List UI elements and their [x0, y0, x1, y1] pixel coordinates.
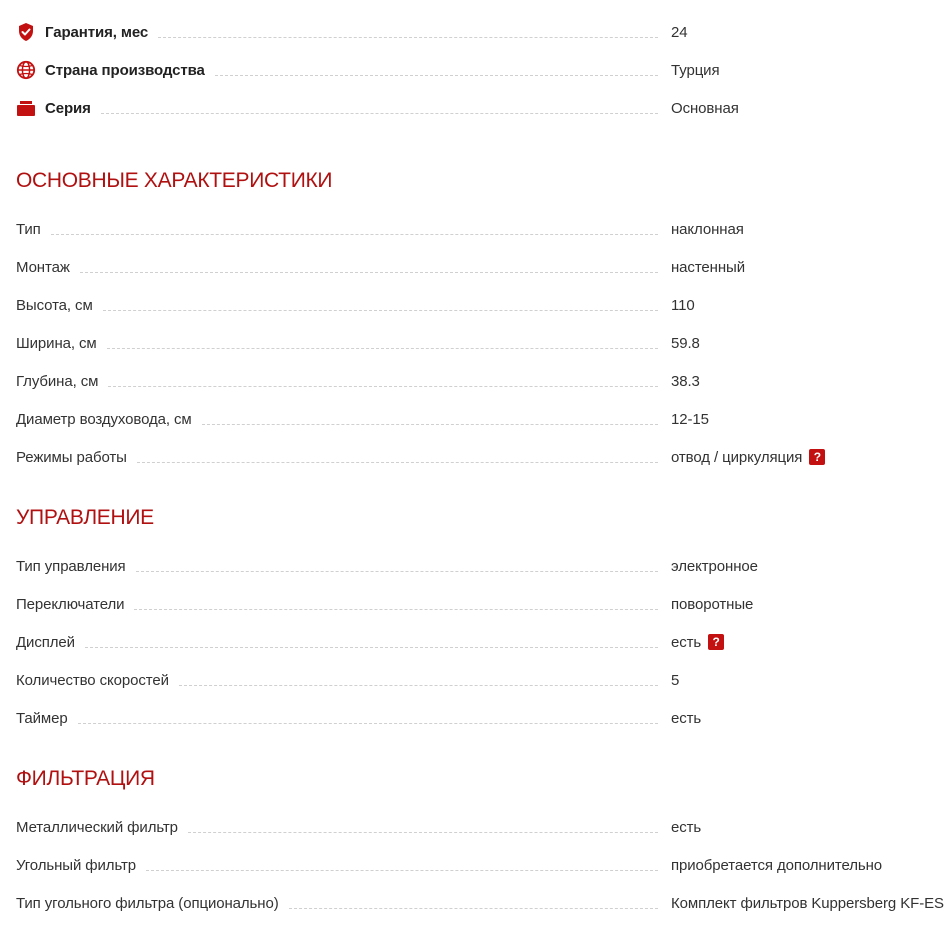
spec-row — [16, 438, 949, 476]
section-title: УПРАВЛЕНИЕ — [16, 506, 154, 529]
spec-label: Монтаж — [16, 259, 80, 276]
spec-label: Высота, см — [16, 297, 103, 314]
spec-label: Страна производства — [45, 62, 215, 79]
spec-label: Диаметр воздуховода, см — [16, 411, 202, 428]
dotted-leader — [215, 75, 658, 76]
spec-row — [16, 400, 949, 438]
spec-label: Серия — [45, 100, 101, 117]
section-filtration — [16, 764, 949, 922]
spec-row-series — [16, 89, 949, 127]
dotted-leader — [137, 462, 658, 463]
spec-value: поворотные — [671, 595, 754, 613]
dotted-leader — [289, 908, 658, 909]
dotted-leader — [202, 424, 658, 425]
spec-row — [16, 623, 949, 661]
spec-value: есть — [671, 818, 702, 836]
dotted-leader — [108, 386, 658, 387]
help-hint-button[interactable]: ? — [809, 449, 825, 465]
spec-value: Турция — [671, 61, 720, 79]
spec-label: Тип управления — [16, 558, 136, 575]
series-box-icon — [16, 98, 36, 118]
spec-label: Режимы работы — [16, 449, 137, 466]
spec-label: Количество скоростей — [16, 672, 179, 689]
dotted-leader — [85, 647, 658, 648]
dotted-leader — [78, 723, 658, 724]
globe-icon — [16, 60, 36, 80]
spec-row — [16, 210, 949, 248]
section-main-specs — [16, 166, 949, 476]
spec-value: 38.3 — [671, 372, 700, 390]
help-hint-button[interactable]: ? — [708, 634, 724, 650]
dotted-leader — [179, 685, 658, 686]
spec-row-warranty — [16, 13, 949, 51]
spec-row — [16, 661, 949, 699]
dotted-leader — [146, 870, 658, 871]
spec-value: настенный — [671, 258, 745, 276]
spec-value: 24 — [671, 23, 688, 41]
dotted-leader — [101, 113, 658, 114]
spec-value-with-hint — [671, 634, 724, 651]
spec-label: Тип — [16, 221, 51, 238]
spec-value: есть — [671, 633, 702, 651]
dotted-leader — [107, 348, 658, 349]
section-title: ОСНОВНЫЕ ХАРАКТЕРИСТИКИ — [16, 169, 333, 192]
spec-row — [16, 547, 949, 585]
spec-row — [16, 699, 949, 737]
spec-label: Глубина, см — [16, 373, 108, 390]
spec-value: Комплект фильтров Kuppersberg KF-ES — [671, 894, 944, 912]
spec-label: Гарантия, мес — [45, 24, 158, 41]
spec-label: Металлический фильтр — [16, 819, 188, 836]
spec-label: Таймер — [16, 710, 78, 727]
spec-value: Основная — [671, 99, 739, 117]
dotted-leader — [80, 272, 658, 273]
spec-label: Переключатели — [16, 596, 134, 613]
spec-label: Ширина, см — [16, 335, 107, 352]
top-specs — [16, 13, 949, 127]
spec-value: электронное — [671, 557, 758, 575]
section-title: ФИЛЬТРАЦИЯ — [16, 767, 155, 790]
spec-row — [16, 286, 949, 324]
spec-value: отвод / циркуляция — [671, 448, 803, 466]
dotted-leader — [51, 234, 658, 235]
spec-row — [16, 248, 949, 286]
spec-value: есть — [671, 709, 702, 727]
spec-row — [16, 846, 949, 884]
spec-value: наклонная — [671, 220, 744, 238]
spec-row — [16, 808, 949, 846]
spec-value: 12-15 — [671, 410, 709, 428]
spec-value-with-hint — [671, 449, 825, 466]
shield-check-icon — [16, 22, 36, 42]
section-control — [16, 503, 949, 737]
spec-row — [16, 362, 949, 400]
spec-row — [16, 324, 949, 362]
spec-value: приобретается дополнительно — [671, 856, 883, 874]
spec-row — [16, 884, 949, 922]
dotted-leader — [103, 310, 658, 311]
spec-label: Дисплей — [16, 634, 85, 651]
spec-row — [16, 585, 949, 623]
spec-value: 59.8 — [671, 334, 700, 352]
spec-label: Угольный фильтр — [16, 857, 146, 874]
dotted-leader — [134, 609, 658, 610]
spec-row-country — [16, 51, 949, 89]
spec-value: 5 — [671, 671, 680, 689]
spec-label: Тип угольного фильтра (опционально) — [16, 895, 289, 912]
dotted-leader — [188, 832, 658, 833]
dotted-leader — [158, 37, 658, 38]
spec-value: 110 — [671, 296, 695, 314]
dotted-leader — [136, 571, 658, 572]
